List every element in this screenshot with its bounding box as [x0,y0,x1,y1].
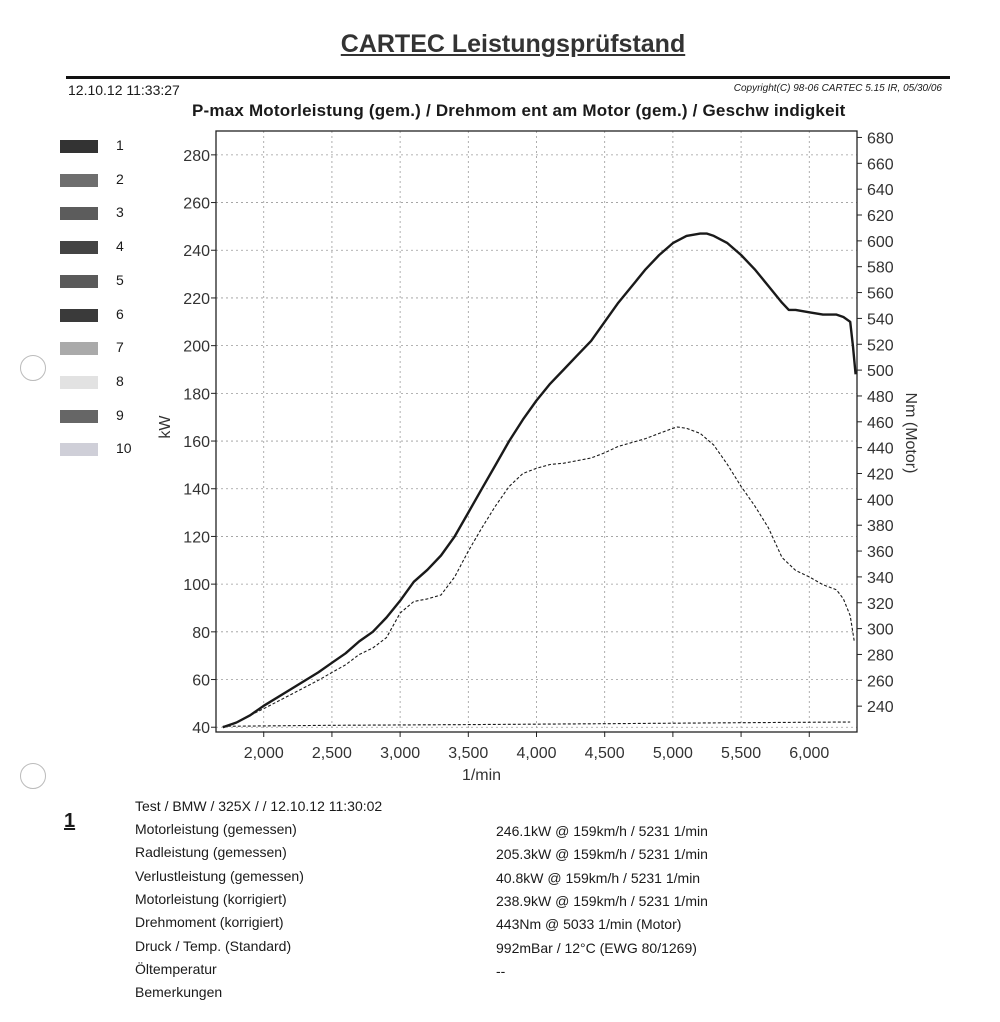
legend-item [60,271,170,289]
result-label: Motorleistung (gemessen) [135,821,297,837]
y2-tick-label: 380 [867,518,894,536]
y2-tick-label: 320 [867,595,894,613]
legend-item [60,406,170,424]
legend-swatch [60,309,98,322]
legend-label: 4 [116,238,124,255]
y-tick-label: 160 [183,434,210,452]
y2-tick-label: 560 [867,285,894,303]
legend-item [60,440,170,457]
legend-item [60,238,170,255]
result-value: 246.1kW @ 159km/h / 5231 1/min [496,823,708,839]
result-value: 40.8kW @ 159km/h / 5231 1/min [496,869,701,886]
legend-item [60,137,170,154]
y2-tick-label: 640 [867,182,894,200]
x-tick-label: 5,000 [652,745,693,762]
result-value: 443Nm @ 5033 1/min (Motor) [496,916,682,933]
y-tick-label: 40 [192,720,210,738]
legend-label: 5 [116,271,124,288]
y-tick-label: 120 [183,529,210,547]
y-tick-label: 60 [192,672,210,690]
result-value: -- [496,962,506,979]
y2-tick-label: 400 [867,492,894,510]
legend-swatch [60,140,98,153]
y-tick-label: 220 [183,290,210,308]
legend-swatch [60,443,98,456]
legend-label: 9 [116,406,124,423]
legend-label: 1 [116,137,124,153]
x-tick-label: 6,000 [789,745,830,762]
y2-tick-label: 480 [867,388,894,406]
x-tick-label: 2,000 [243,745,284,762]
y2-tick-label: 280 [867,647,894,665]
run-number: 1 [64,810,76,832]
y2-axis-label: Nm (Motor) [902,392,919,474]
legend-swatch [60,342,98,355]
x-axis-label: 1/min [461,767,502,784]
legend-label: 2 [116,170,124,187]
legend-item [60,372,170,390]
y2-tick-label: 540 [867,311,894,329]
punch-hole [20,355,46,381]
result-value: 205.3kW @ 159km/h / 5231 1/min [496,846,708,863]
y2-tick-label: 660 [867,156,894,174]
y2-tick-label: 360 [867,544,894,562]
chart-title: P-max Motorleistung (gem.) / Drehmom ent am Motor (gem.) / Geschw indigkeit [192,101,846,120]
legend-item [60,170,170,188]
legend-item [60,204,170,221]
legend-label: 7 [116,339,124,356]
x-tick-label: 4,500 [584,745,625,762]
print-datetime: 12.10.12 11:33:27 [68,82,180,98]
result-label: Motorleistung (korrigiert) [135,890,287,907]
y2-tick-label: 440 [867,440,894,458]
result-label: Öltemperatur [135,960,217,977]
copyright-notice: Copyright(C) 98-06 CARTEC 5.15 IR, 05/30/06 [733,83,942,94]
result-label: Verlustleistung (gemessen) [135,867,304,884]
punch-hole [20,763,46,789]
y-tick-label: 200 [183,338,210,356]
y2-tick-label: 460 [867,414,894,432]
x-tick-label: 5,500 [721,745,762,762]
torque-curve [223,427,855,727]
y2-tick-label: 580 [867,259,894,277]
result-value: 992mBar / 12°C (EWG 80/1269) [496,939,697,956]
y2-tick-label: 600 [867,233,894,251]
x-tick-label: 3,000 [380,745,421,762]
y-tick-label: 140 [183,481,210,499]
legend-swatch [60,410,98,423]
legend-swatch [60,376,98,389]
legend-item [60,339,170,356]
result-label: Radleistung (gemessen) [135,844,287,861]
y-tick-label: 260 [183,195,210,213]
legend-label: 10 [116,440,132,457]
y-axis-label: kW [157,415,174,439]
y-tick-label: 80 [192,624,210,642]
result-value: 238.9kW @ 159km/h / 5231 1/min [496,892,708,909]
y2-tick-label: 340 [867,569,894,587]
y2-tick-label: 620 [867,208,894,226]
x-tick-label: 4,000 [516,745,557,762]
y2-tick-label: 240 [867,699,894,717]
result-label: Druck / Temp. (Standard) [135,937,292,954]
legend-swatch [60,275,98,288]
legend-item [60,305,170,323]
y2-tick-label: 500 [867,363,894,381]
legend-label: 8 [116,372,124,389]
y2-tick-label: 420 [867,466,894,484]
y-tick-label: 240 [183,243,210,261]
result-label: Bemerkungen [135,984,223,1001]
y2-tick-label: 680 [867,130,894,148]
y-tick-label: 100 [183,577,210,595]
legend-swatch [60,174,98,187]
x-tick-label: 3,500 [448,745,489,762]
y2-tick-label: 300 [867,621,894,639]
result-label: Drehmoment (korrigiert) [135,914,284,931]
power-curve [223,234,856,728]
legend-swatch [60,207,98,220]
legend-swatch [60,241,98,254]
y-tick-label: 280 [183,147,210,165]
y-tick-label: 180 [183,386,210,404]
page-title: CARTEC Leistungsprüfstand [340,30,686,58]
legend-label: 3 [116,204,124,221]
x-tick-label: 2,500 [311,745,352,762]
y2-tick-label: 260 [867,673,894,691]
legend-label: 6 [116,305,124,322]
y2-tick-label: 520 [867,337,894,355]
test-info-line: Test / BMW / 325X / / 12.10.12 11:30:02 [135,798,383,814]
